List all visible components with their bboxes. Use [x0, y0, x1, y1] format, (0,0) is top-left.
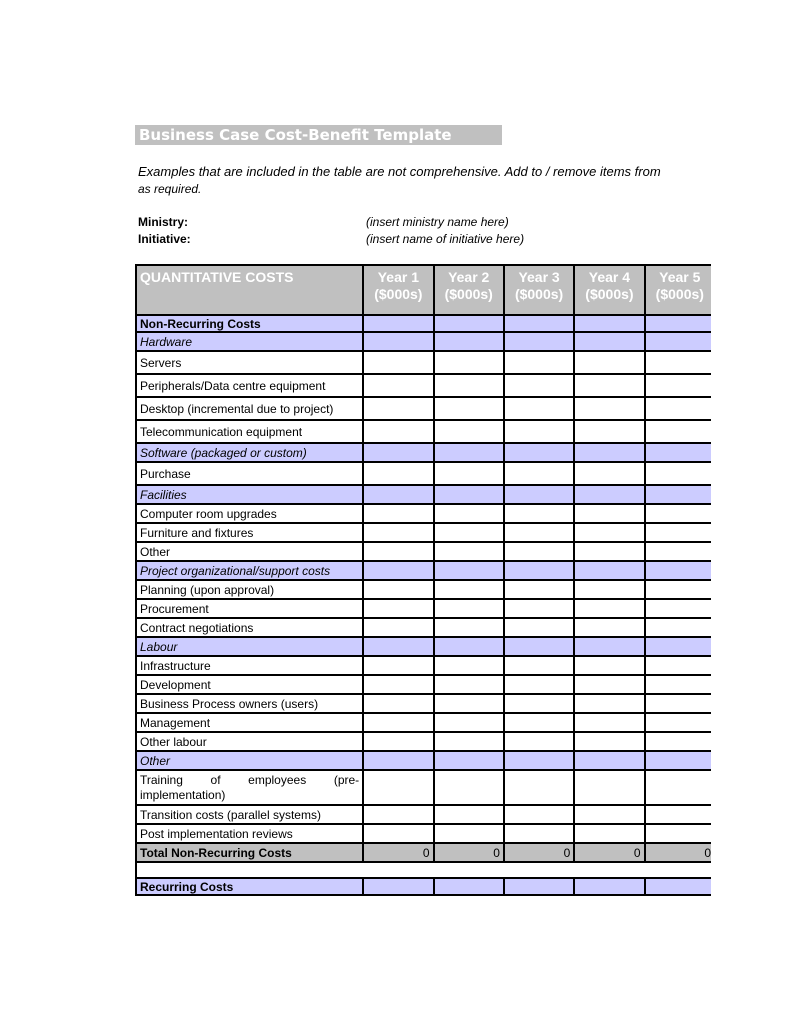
section-row: [136, 878, 711, 895]
year-4-cell[interactable]: [574, 315, 644, 332]
year-2-cell[interactable]: [434, 694, 504, 713]
year-4-cell[interactable]: [574, 824, 644, 843]
row-label: Total Non-Recurring Costs: [136, 843, 363, 862]
year-4-cell[interactable]: [574, 637, 644, 656]
year-3-cell[interactable]: [504, 732, 574, 751]
year-5-cell[interactable]: [645, 485, 711, 504]
year-4-cell[interactable]: [574, 713, 644, 732]
year-3-cell[interactable]: [504, 504, 574, 523]
instruction-note-continued: as required.: [138, 182, 202, 196]
year-2-cell[interactable]: [434, 504, 504, 523]
row-label: Transition costs (parallel systems): [136, 805, 363, 824]
year-2-cell[interactable]: [434, 523, 504, 542]
year-1-cell[interactable]: [363, 580, 433, 599]
year-3-cell[interactable]: [504, 420, 574, 443]
year-5-cell[interactable]: [645, 805, 711, 824]
year-5-cell[interactable]: [645, 618, 711, 637]
year-1-cell[interactable]: [363, 397, 433, 420]
year-3-cell[interactable]: [504, 675, 574, 694]
year-3-cell[interactable]: [504, 561, 574, 580]
year-3-cell[interactable]: [504, 397, 574, 420]
year-4-cell[interactable]: [574, 561, 644, 580]
year-1-cell[interactable]: [363, 751, 433, 770]
year-3-cell[interactable]: [504, 694, 574, 713]
year-2-cell[interactable]: [434, 542, 504, 561]
year-1-cell[interactable]: [363, 374, 433, 397]
row-label: Other: [136, 751, 363, 770]
year-4-cell[interactable]: [574, 504, 644, 523]
row-label: Servers: [136, 351, 363, 374]
year-4-cell[interactable]: [574, 751, 644, 770]
year-2-cell[interactable]: [434, 713, 504, 732]
table-row: [136, 542, 711, 561]
year-3-cell[interactable]: [504, 523, 574, 542]
year-2-cell[interactable]: [434, 732, 504, 751]
quantitative-costs-table: [135, 264, 711, 896]
year-1-cell[interactable]: [363, 462, 433, 485]
year-5-cell[interactable]: [645, 751, 711, 770]
year-1-cell[interactable]: [363, 656, 433, 675]
year-4-cell[interactable]: [574, 351, 644, 374]
row-label: Post implementation reviews: [136, 824, 363, 843]
year-3-cell[interactable]: [504, 878, 574, 895]
table-row: [136, 656, 711, 675]
row-label: Procurement: [136, 599, 363, 618]
year-3-cell[interactable]: [504, 637, 574, 656]
year-3-cell[interactable]: [504, 824, 574, 843]
year-1-cell[interactable]: [363, 713, 433, 732]
header-year-1: Year 1 ($000s): [363, 265, 433, 315]
year-5-cell[interactable]: [645, 732, 711, 751]
row-label: Planning (upon approval): [136, 580, 363, 599]
header-year-5: Year 5 ($000s): [645, 265, 711, 315]
row-label: Purchase: [136, 462, 363, 485]
year-3-cell[interactable]: [504, 374, 574, 397]
year-5-cell[interactable]: [645, 542, 711, 561]
year-1-cell[interactable]: [363, 770, 433, 805]
year-5-cell[interactable]: [645, 351, 711, 374]
year-3-cell[interactable]: [504, 315, 574, 332]
year-3-cell[interactable]: [504, 656, 574, 675]
table-row: [136, 523, 711, 542]
table-row: [136, 420, 711, 443]
table-row: [136, 694, 711, 713]
year-2-cell[interactable]: [434, 485, 504, 504]
row-label: Hardware: [136, 332, 363, 351]
table-row: [136, 770, 711, 805]
year-1-cell[interactable]: [363, 523, 433, 542]
year-5-cell[interactable]: [645, 637, 711, 656]
year-1-cell[interactable]: [363, 618, 433, 637]
year-4-cell[interactable]: [574, 878, 644, 895]
header-year-4: Year 4 ($000s): [574, 265, 644, 315]
year-2-cell[interactable]: [434, 443, 504, 462]
year-1-cell[interactable]: [363, 315, 433, 332]
row-label: Infrastructure: [136, 656, 363, 675]
row-label: Contract negotiations: [136, 618, 363, 637]
table-row: [136, 713, 711, 732]
year-2-cell[interactable]: [434, 599, 504, 618]
year-1-cell[interactable]: [363, 878, 433, 895]
spacer-row: [136, 862, 711, 878]
year-3-cell[interactable]: [504, 542, 574, 561]
year-3-cell[interactable]: [504, 332, 574, 351]
year-2-cell[interactable]: [434, 397, 504, 420]
year-2-cell[interactable]: [434, 462, 504, 485]
table-row: [136, 824, 711, 843]
row-label: Computer room upgrades: [136, 504, 363, 523]
year-2-cell[interactable]: [434, 374, 504, 397]
row-label: Training of employees (pre-implementation): [136, 770, 363, 805]
year-5-cell[interactable]: [645, 462, 711, 485]
row-label: Business Process owners (users): [136, 694, 363, 713]
year-1-cell[interactable]: 0: [363, 843, 433, 862]
cost-table-container: [135, 264, 711, 914]
year-5-cell[interactable]: [645, 504, 711, 523]
subsection-row: [136, 332, 711, 351]
year-1-cell[interactable]: [363, 420, 433, 443]
year-2-cell[interactable]: [434, 351, 504, 374]
table-row: [136, 675, 711, 694]
year-4-cell[interactable]: [574, 462, 644, 485]
year-4-cell[interactable]: [574, 420, 644, 443]
year-1-cell: [363, 862, 433, 878]
row-label: Facilities: [136, 485, 363, 504]
year-1-cell[interactable]: [363, 805, 433, 824]
year-4-cell[interactable]: [574, 443, 644, 462]
row-label: Other: [136, 542, 363, 561]
year-4-cell[interactable]: [574, 332, 644, 351]
year-4-cell[interactable]: [574, 374, 644, 397]
year-2-cell[interactable]: [434, 656, 504, 675]
total-row: [136, 843, 711, 862]
year-4-cell[interactable]: [574, 675, 644, 694]
subsection-row: [136, 485, 711, 504]
table-row: [136, 374, 711, 397]
year-4-cell[interactable]: [574, 732, 644, 751]
year-3-cell[interactable]: [504, 580, 574, 599]
row-label: Telecommunication equipment: [136, 420, 363, 443]
year-1-cell[interactable]: [363, 637, 433, 656]
year-2-cell[interactable]: [434, 675, 504, 694]
subsection-row: [136, 751, 711, 770]
year-4-cell[interactable]: 0: [574, 843, 644, 862]
year-2-cell[interactable]: [434, 751, 504, 770]
table-row: [136, 351, 711, 374]
year-5-cell[interactable]: [645, 420, 711, 443]
year-1-cell[interactable]: [363, 485, 433, 504]
header-year-3: Year 3 ($000s): [504, 265, 574, 315]
year-5-cell[interactable]: [645, 824, 711, 843]
year-3-cell[interactable]: [504, 599, 574, 618]
year-5-cell[interactable]: [645, 561, 711, 580]
row-label: Furniture and fixtures: [136, 523, 363, 542]
year-3-cell[interactable]: [504, 351, 574, 374]
row-label: Peripherals/Data centre equipment: [136, 374, 363, 397]
year-3-cell: [504, 862, 574, 878]
ministry-label: Ministry:: [138, 215, 189, 229]
year-4-cell[interactable]: [574, 397, 644, 420]
year-2-cell[interactable]: [434, 770, 504, 805]
year-4-cell[interactable]: [574, 694, 644, 713]
initiative-value[interactable]: (insert name of initiative here): [366, 232, 525, 246]
year-4-cell[interactable]: [574, 618, 644, 637]
year-1-cell[interactable]: [363, 443, 433, 462]
year-1-cell[interactable]: [363, 599, 433, 618]
year-1-cell[interactable]: [363, 351, 433, 374]
row-label: Other labour: [136, 732, 363, 751]
year-5-cell[interactable]: [645, 580, 711, 599]
year-2-cell[interactable]: [434, 580, 504, 599]
row-label: Project organizational/support costs: [136, 561, 363, 580]
table-header-row: [136, 265, 711, 315]
row-label: Development: [136, 675, 363, 694]
year-5-cell[interactable]: [645, 599, 711, 618]
year-4-cell[interactable]: [574, 656, 644, 675]
year-1-cell[interactable]: [363, 332, 433, 351]
year-5-cell[interactable]: [645, 656, 711, 675]
year-1-cell[interactable]: [363, 504, 433, 523]
year-5-cell[interactable]: [645, 675, 711, 694]
year-2-cell[interactable]: 0: [434, 843, 504, 862]
row-label: Recurring Costs: [136, 878, 363, 895]
year-5-cell[interactable]: [645, 374, 711, 397]
year-3-cell[interactable]: [504, 485, 574, 504]
table-row: [136, 805, 711, 824]
document-title: Business Case Cost-Benefit Template: [135, 125, 502, 145]
year-1-cell[interactable]: [363, 694, 433, 713]
initiative-label: Initiative:: [138, 232, 191, 246]
year-5-cell[interactable]: [645, 694, 711, 713]
year-1-cell[interactable]: [363, 542, 433, 561]
ministry-value[interactable]: (insert ministry name here): [366, 215, 509, 229]
table-row: [136, 397, 711, 420]
row-label: Non-Recurring Costs: [136, 315, 363, 332]
year-3-cell[interactable]: [504, 805, 574, 824]
table-row: [136, 599, 711, 618]
header-year-2: Year 2 ($000s): [434, 265, 504, 315]
row-label: Desktop (incremental due to project): [136, 397, 363, 420]
table-row: [136, 618, 711, 637]
year-4-cell[interactable]: [574, 805, 644, 824]
year-4-cell[interactable]: [574, 770, 644, 805]
header-quantitative-costs: QUANTITATIVE COSTS: [136, 265, 363, 315]
year-1-cell[interactable]: [363, 675, 433, 694]
year-5-cell[interactable]: [645, 315, 711, 332]
year-2-cell[interactable]: [434, 315, 504, 332]
year-4-cell: [574, 862, 644, 878]
year-4-cell[interactable]: [574, 580, 644, 599]
year-2-cell[interactable]: [434, 420, 504, 443]
year-5-cell[interactable]: [645, 713, 711, 732]
year-3-cell[interactable]: [504, 713, 574, 732]
row-label: [136, 862, 363, 878]
year-2-cell[interactable]: [434, 332, 504, 351]
year-1-cell[interactable]: [363, 732, 433, 751]
year-2-cell: [434, 862, 504, 878]
subsection-row: [136, 443, 711, 462]
year-1-cell[interactable]: [363, 561, 433, 580]
subsection-row: [136, 637, 711, 656]
year-4-cell[interactable]: [574, 599, 644, 618]
instruction-note: Examples that are included in the table are not comprehensive. Add to / remove items from: [138, 164, 661, 179]
year-3-cell[interactable]: [504, 751, 574, 770]
table-body: [136, 315, 711, 895]
year-3-cell[interactable]: [504, 618, 574, 637]
year-2-cell[interactable]: [434, 805, 504, 824]
year-3-cell[interactable]: 0: [504, 843, 574, 862]
table-row: [136, 580, 711, 599]
year-5-cell: [645, 862, 711, 878]
year-2-cell[interactable]: [434, 878, 504, 895]
year-4-cell[interactable]: [574, 485, 644, 504]
year-2-cell[interactable]: [434, 824, 504, 843]
section-row: [136, 315, 711, 332]
year-3-cell[interactable]: [504, 462, 574, 485]
year-2-cell[interactable]: [434, 637, 504, 656]
year-4-cell[interactable]: [574, 523, 644, 542]
table-row: [136, 504, 711, 523]
row-label: Labour: [136, 637, 363, 656]
year-5-cell[interactable]: 0: [645, 843, 711, 862]
year-5-cell[interactable]: [645, 443, 711, 462]
table-row: [136, 462, 711, 485]
row-label: Software (packaged or custom): [136, 443, 363, 462]
year-5-cell[interactable]: [645, 878, 711, 895]
year-5-cell[interactable]: [645, 397, 711, 420]
year-3-cell[interactable]: [504, 770, 574, 805]
table-row: [136, 732, 711, 751]
year-2-cell[interactable]: [434, 618, 504, 637]
year-2-cell[interactable]: [434, 561, 504, 580]
year-5-cell[interactable]: [645, 523, 711, 542]
year-5-cell[interactable]: [645, 332, 711, 351]
year-4-cell[interactable]: [574, 542, 644, 561]
row-label: Management: [136, 713, 363, 732]
subsection-row: [136, 561, 711, 580]
year-5-cell[interactable]: [645, 770, 711, 805]
year-3-cell[interactable]: [504, 443, 574, 462]
year-1-cell[interactable]: [363, 824, 433, 843]
